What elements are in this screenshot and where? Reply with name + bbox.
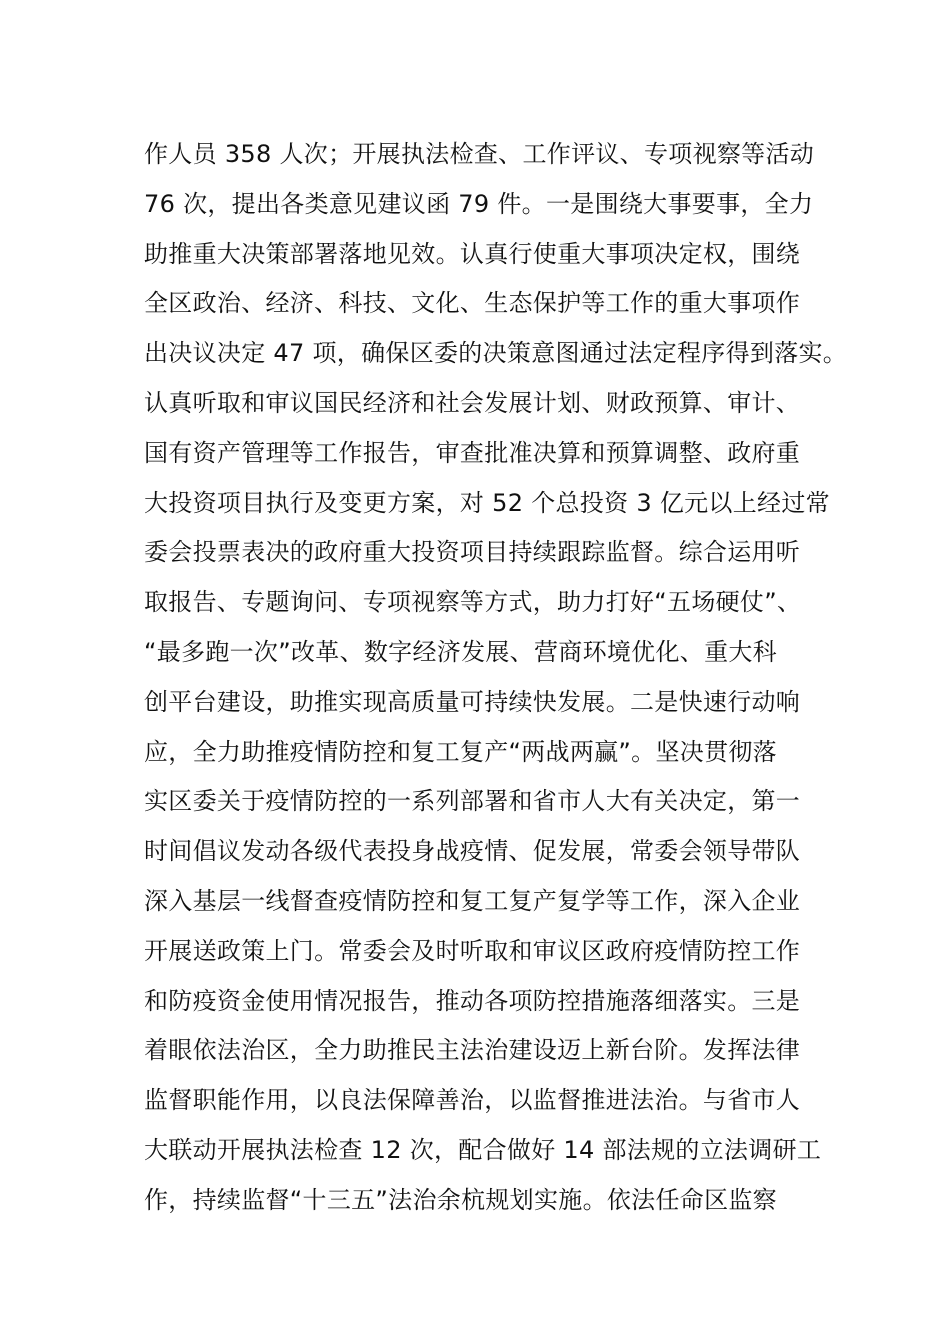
text-line: 认真听取和审议国民经济和社会发展计划、财政预算、审计、 bbox=[144, 388, 801, 417]
text-line: 应，全力助推疫情防控和复工复产“两战两赢”。坚决贯彻落 bbox=[144, 737, 777, 766]
text-line: 实区委关于疫情防控的一系列部署和省市人大有关决定，第一 bbox=[144, 787, 801, 816]
text-line: 76 次，提出各类意见建议函 79 件。一是围绕大事要事，全力 bbox=[144, 189, 814, 218]
text-line: “最多跑一次”改革、数字经济发展、营商环境优化、重大科 bbox=[144, 637, 777, 666]
text-line: 作人员 358 人次；开展执法检查、工作评议、专项视察等活动 bbox=[144, 140, 815, 168]
text-line: 监督职能作用，以良法保障善治，以监督推进法治。与省市人 bbox=[144, 1086, 801, 1115]
text-line: 和防疫资金使用情况报告，推动各项防控措施落细落实。三是 bbox=[144, 986, 801, 1015]
text-line: 开展送政策上门。常委会及时听取和审议区政府疫情防控工作 bbox=[144, 936, 801, 965]
body-paragraph bbox=[144, 130, 848, 1226]
text-line: 作，持续监督“十三五”法治余杭规划实施。依法任命区监察 bbox=[144, 1185, 777, 1214]
text-line: 创平台建设，助推实现高质量可持续快发展。二是快速行动响 bbox=[144, 687, 801, 716]
text-line: 深入基层一线督查疫情防控和复工复产复学等工作，深入企业 bbox=[144, 886, 801, 915]
text-line: 委会投票表决的政府重大投资项目持续跟踪监督。综合运用听 bbox=[144, 538, 801, 567]
text-line: 助推重大决策部署落地见效。认真行使重大事项决定权，围绕 bbox=[144, 239, 801, 268]
text-line: 大联动开展执法检查 12 次，配合做好 14 部法规的立法调研工 bbox=[144, 1135, 822, 1164]
text-line: 着眼依法治区，全力助推民主法治建设迈上新台阶。发挥法律 bbox=[144, 1036, 801, 1065]
text-line: 时间倡议发动各级代表投身战疫情、促发展，常委会领导带队 bbox=[144, 837, 801, 866]
text-line: 大投资项目执行及变更方案，对 52 个总投资 3 亿元以上经过常 bbox=[144, 488, 830, 517]
text-line: 取报告、专题询问、专项视察等方式，助力打好“五场硬仗”、 bbox=[144, 588, 802, 617]
text-line: 国有资产管理等工作报告，审查批准决算和预算调整、政府重 bbox=[144, 438, 801, 467]
text-line: 出决议决定 47 项，确保区委的决策意图通过法定程序得到落实。 bbox=[144, 339, 848, 368]
text-line: 全区政治、经济、科技、文化、生态保护等工作的重大事项作 bbox=[144, 289, 801, 318]
